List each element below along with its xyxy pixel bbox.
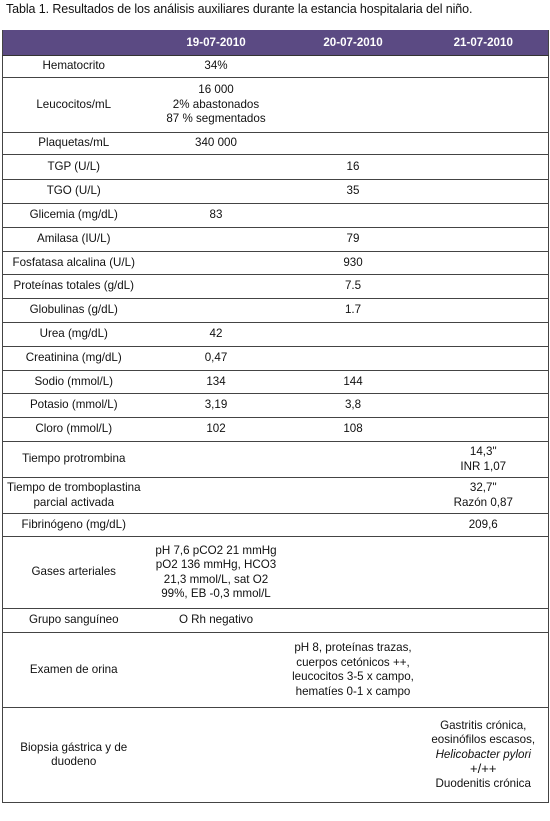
header-date-1: 19-07-2010 <box>145 30 288 56</box>
table-row <box>3 180 549 204</box>
cell-date-3 <box>419 371 549 394</box>
table-caption: Tabla 1. Resultados de los análisis auxiliares durante la estancia hospitalaria del niño. <box>6 2 473 16</box>
row-label: Examen de orina <box>3 633 145 708</box>
cell-date-3 <box>419 133 549 155</box>
cell-date-2 <box>288 204 419 228</box>
table-row <box>3 347 549 371</box>
cell-date-2 <box>288 442 419 478</box>
cell-date-1 <box>145 514 288 537</box>
cell-date-2 <box>288 323 419 347</box>
cell-date-2 <box>288 78 419 133</box>
cell-date-2: 16 <box>288 155 419 180</box>
cell-date-3 <box>419 347 549 371</box>
cell-date-3 <box>419 78 549 133</box>
biopsy-line: Duodenitis crónica <box>435 776 531 790</box>
table-row <box>3 609 549 633</box>
cell-date-3 <box>419 252 549 275</box>
cell-date-2: 7.5 <box>288 275 419 299</box>
cell-date-1 <box>145 633 288 708</box>
cell-date-2: 1.7 <box>288 299 419 323</box>
cell-date-2 <box>288 708 419 803</box>
row-label: Sodio (mmol/L) <box>3 371 145 394</box>
cell-date-1: 340 000 <box>145 133 288 155</box>
row-label: Cloro (mmol/L) <box>3 418 145 442</box>
cell-date-3 <box>419 56 549 78</box>
row-label: Globulinas (g/dL) <box>3 299 145 323</box>
cell-date-1 <box>145 228 288 252</box>
cell-date-1: 134 <box>145 371 288 394</box>
biopsy-line: +/++ <box>470 761 497 777</box>
cell-date-3 <box>419 609 549 633</box>
cell-date-3: 209,6 <box>419 514 549 537</box>
cell-date-1 <box>145 155 288 180</box>
table-row <box>3 56 549 78</box>
cell-date-3: 14,3" INR 1,07 <box>419 442 549 478</box>
cell-date-3 <box>419 228 549 252</box>
cell-date-2 <box>288 56 419 78</box>
cell-date-1: 42 <box>145 323 288 347</box>
row-label: Tiempo de tromboplastina parcial activada <box>3 478 145 514</box>
cell-date-2 <box>288 514 419 537</box>
cell-date-1: 102 <box>145 418 288 442</box>
cell-date-1 <box>145 708 288 803</box>
table-row <box>3 133 549 155</box>
cell-date-3 <box>419 275 549 299</box>
table-row <box>3 442 549 478</box>
cell-date-2: 108 <box>288 418 419 442</box>
table-row <box>3 252 549 275</box>
table-row <box>3 514 549 537</box>
row-label: Grupo sanguíneo <box>3 609 145 633</box>
cell-date-3 <box>419 299 549 323</box>
cell-date-3: 32,7" Razón 0,87 <box>419 478 549 514</box>
table-row <box>3 78 549 133</box>
row-label: Plaquetas/mL <box>3 133 145 155</box>
cell-date-1 <box>145 180 288 204</box>
cell-date-1 <box>145 275 288 299</box>
cell-date-2 <box>288 609 419 633</box>
cell-date-1 <box>145 252 288 275</box>
header-date-3: 21-07-2010 <box>419 30 549 56</box>
table-row <box>3 394 549 418</box>
table-row <box>3 371 549 394</box>
table-row <box>3 204 549 228</box>
row-label: Fibrinógeno (mg/dL) <box>3 514 145 537</box>
cell-date-3 <box>419 394 549 418</box>
cell-date-2: 144 <box>288 371 419 394</box>
row-label: Proteínas totales (g/dL) <box>3 275 145 299</box>
cell-date-3 <box>419 633 549 708</box>
row-label: TGO (U/L) <box>3 180 145 204</box>
row-label: Potasio (mmol/L) <box>3 394 145 418</box>
biopsy-line: Helicobacter pylori <box>435 747 531 761</box>
row-label: Fosfatasa alcalina (U/L) <box>3 252 145 275</box>
table-row <box>3 299 549 323</box>
header-label-column <box>3 30 145 56</box>
lab-results-table <box>2 30 549 803</box>
cell-date-1: O Rh negativo <box>145 609 288 633</box>
header-date-2: 20-07-2010 <box>288 30 419 56</box>
table-row <box>3 275 549 299</box>
cell-date-1: pH 7,6 pCO2 21 mmHg pO2 136 mmHg, HCO3 21,3 mmol/L, sat O2 99%, EB -0,3 mmol/L <box>145 537 288 609</box>
cell-date-1 <box>145 299 288 323</box>
row-label: Creatinina (mg/dL) <box>3 347 145 371</box>
cell-date-1 <box>145 442 288 478</box>
cell-date-2 <box>288 133 419 155</box>
biopsy-line: Gastritis crónica, <box>440 718 527 732</box>
row-label: Amilasa (IU/L) <box>3 228 145 252</box>
row-label: Hematocrito <box>3 56 145 78</box>
table-row <box>3 323 549 347</box>
cell-date-2: 3,8 <box>288 394 419 418</box>
table-body <box>3 56 549 803</box>
row-label: Gases arteriales <box>3 537 145 609</box>
row-label: Glicemia (mg/dL) <box>3 204 145 228</box>
cell-date-3 <box>419 180 549 204</box>
table-header-row <box>3 30 549 56</box>
row-label: Biopsia gástrica y de duodeno <box>3 708 145 803</box>
cell-date-3 <box>419 155 549 180</box>
cell-date-1: 3,19 <box>145 394 288 418</box>
cell-date-3 <box>419 537 549 609</box>
cell-date-3 <box>419 708 549 803</box>
table-row <box>3 155 549 180</box>
cell-date-3 <box>419 418 549 442</box>
cell-date-3 <box>419 204 549 228</box>
cell-date-1: 34% <box>145 56 288 78</box>
table-row <box>3 633 549 708</box>
cell-date-2 <box>288 537 419 609</box>
row-label: Leucocitos/mL <box>3 78 145 133</box>
table-row <box>3 228 549 252</box>
cell-date-2 <box>288 478 419 514</box>
cell-date-1: 0,47 <box>145 347 288 371</box>
cell-date-3 <box>419 323 549 347</box>
row-label: Tiempo protrombina <box>3 442 145 478</box>
cell-date-1 <box>145 478 288 514</box>
row-label: Urea (mg/dL) <box>3 323 145 347</box>
table-row <box>3 418 549 442</box>
cell-date-1: 16 000 2% abastonados 87 % segmentados <box>145 78 288 133</box>
biopsy-line: eosinófilos escasos, <box>431 733 536 747</box>
cell-date-1: 83 <box>145 204 288 228</box>
cell-date-2: 930 <box>288 252 419 275</box>
row-label: TGP (U/L) <box>3 155 145 180</box>
cell-date-2: pH 8, proteínas trazas, cuerpos cetónicos ++, leucocitos 3-5 x campo, hematíes 0-1 x campo <box>288 633 419 708</box>
cell-date-2: 35 <box>288 180 419 204</box>
table-row <box>3 708 549 803</box>
table-row <box>3 478 549 514</box>
cell-date-2: 79 <box>288 228 419 252</box>
cell-date-2 <box>288 347 419 371</box>
table-row <box>3 537 549 609</box>
